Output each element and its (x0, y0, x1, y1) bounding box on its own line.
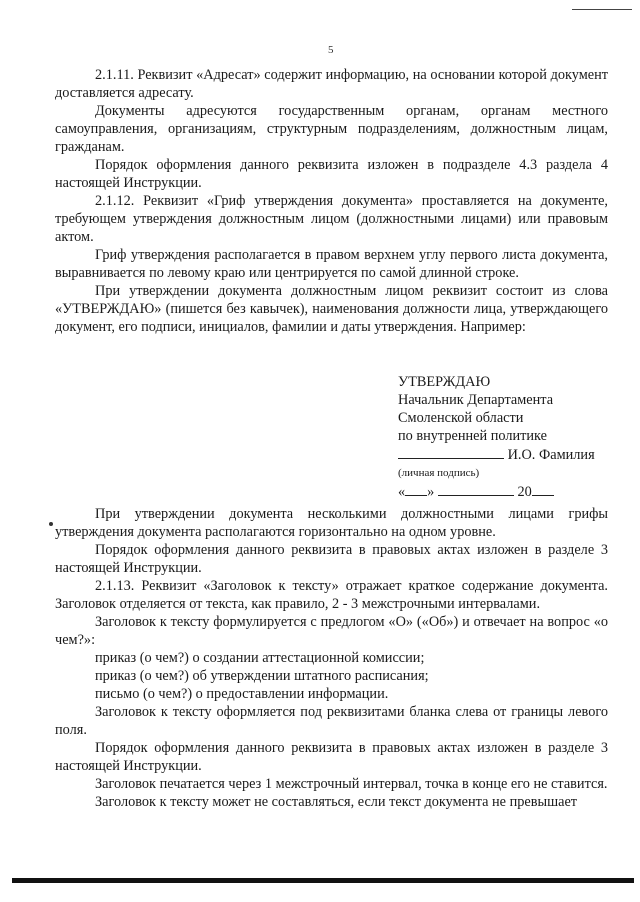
approval-position: по внутренней политике (398, 428, 547, 444)
paragraph: 2.1.11. Реквизит «Адресат» содержит информацию, на основании которой документ доставляется адресату. (55, 67, 608, 101)
approval-date-line (398, 482, 613, 501)
approval-position: Смоленской области (398, 410, 524, 426)
paragraph: Заголовок к тексту формулируется с предлогом «О» («Об») и отвечает на вопрос «о чем?»: (55, 614, 608, 648)
year-prefix: 20 (517, 484, 532, 500)
scan-bottom-bar (12, 878, 634, 883)
example-item: письмо (о чем?) о предоставлении информации. (95, 686, 389, 702)
approval-word: УТВЕРЖДАЮ (398, 374, 491, 390)
paragraph: Гриф утверждения располагается в правом верхнем углу первого листа документа, выравнивается по левому краю или центрируется по самой длинной строке. (55, 247, 608, 281)
paragraph: Порядок оформления данного реквизита в правовых актах изложен в разделе 3 настоящей Инструкции. (55, 542, 608, 576)
date-quote-open: « (398, 484, 406, 500)
top-rule (572, 9, 632, 10)
approval-stamp (398, 373, 613, 501)
body-text-upper (55, 66, 608, 336)
signature-blank (398, 445, 504, 459)
approval-signature-line (398, 445, 613, 464)
body-text-lower (55, 505, 608, 811)
approval-signer: И.О. Фамилия (507, 447, 595, 463)
paragraph: Заголовок печатается через 1 межстрочный интервал, точка в конце его не ставится. (95, 776, 608, 792)
example-item: приказ (о чем?) об утверждении штатного расписания; (95, 668, 429, 684)
paragraph: Заголовок к тексту может не составляться, если текст документа не превышает (95, 794, 578, 810)
date-quote-close: » (427, 484, 435, 500)
year-blank (532, 482, 554, 496)
paragraph: При утверждении документа должностным лицом реквизит состоит из слова «УТВЕРЖДАЮ» (пишется без кавычек), наименования должности лица, утверждающего документ, его подписи, инициалов, фамилии и даты утверждения. Например: (55, 283, 608, 335)
paragraph: Порядок оформления данного реквизита в правовых актах изложен в разделе 3 настоящей Инструкции. (55, 740, 608, 774)
paragraph: Порядок оформления данного реквизита изложен в подразделе 4.3 раздела 4 настоящей Инструкции. (55, 157, 608, 191)
approval-position: Начальник Департамента (398, 392, 554, 408)
scan-dot (49, 522, 53, 526)
example-item: приказ (о чем?) о создании аттестационной комиссии; (95, 650, 425, 666)
page-number: 5 (328, 44, 334, 56)
paragraph: Документы адресуются государственным органам, органам местного самоуправления, организациям, структурным подразделениям, должностным лицам, гражданам. (55, 103, 608, 155)
paragraph: 2.1.13. Реквизит «Заголовок к тексту» отражает краткое содержание документа. Заголовок отделяется от текста, как правило, 2 - 3 межстрочными интервалами. (55, 578, 608, 612)
month-blank (438, 482, 514, 496)
paragraph: При утверждении документа несколькими должностными лицами грифы утверждения документа располагаются горизонтально на одном уровне. (55, 506, 608, 540)
day-blank (405, 482, 427, 496)
signature-caption: (личная подпись) (398, 467, 480, 479)
paragraph: 2.1.12. Реквизит «Гриф утверждения документа» проставляется на документе, требующем утверждения должностным лицом (должностными лицами) или правовым актом. (55, 193, 608, 245)
paragraph: Заголовок к тексту оформляется под реквизитами бланка слева от границы левого поля. (55, 704, 608, 738)
examples-list (55, 649, 608, 703)
